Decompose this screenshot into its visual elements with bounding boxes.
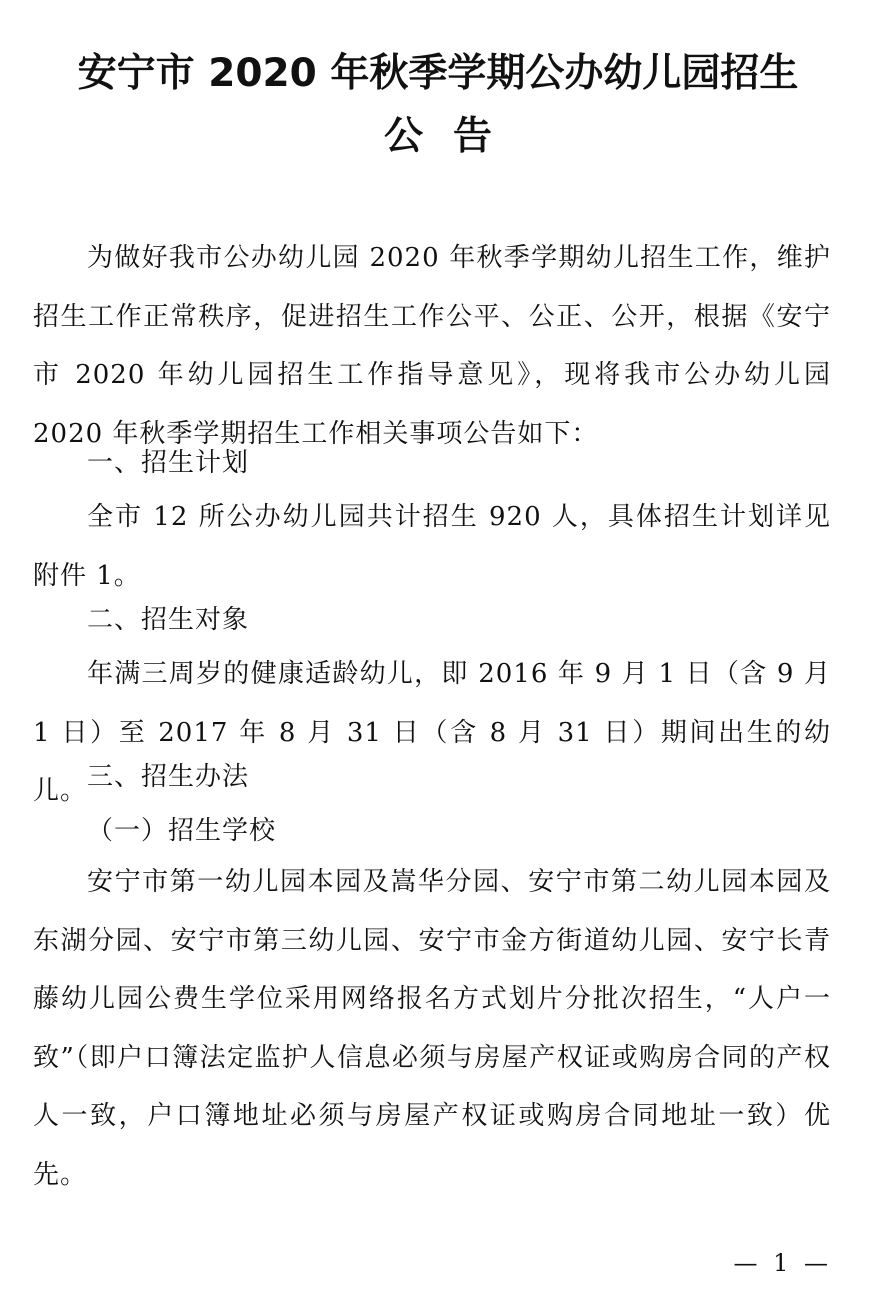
subsection-heading-enrollment-schools: （一）招生学校 xyxy=(87,816,277,846)
section-heading-enrollment-target: 二、招生对象 xyxy=(87,605,250,635)
section-heading-enrollment-plan: 一、招生计划 xyxy=(87,448,250,478)
document-title: 安宁市 2020 年秋季学期公办幼儿园招生 xyxy=(77,51,799,96)
enrollment-target-paragraph: 年满三周岁的健康适龄幼儿，即 2016 年 9 月 1 日（含 9 月 1 日）至 2017 年 8 月 31 日（含 8 月 31 日）期间出生的幼儿。 xyxy=(33,659,831,806)
document-title-announcement: 公告 xyxy=(383,114,522,159)
intro-paragraph: 为做好我市公办幼儿园 2020 年秋季学期幼儿招生工作，维护招生工作正常秩序，促进招生工作公平、公正、公开，根据《安宁市 2020 年幼儿园招生工作指导意见》，现将我市公办幼儿园 2020 年秋季学期招生工作相关事项公告如下： xyxy=(33,243,831,449)
enrollment-schools-paragraph: 安宁市第一幼儿园本园及嵩华分园、安宁市第二幼儿园本园及东湖分园、安宁市第三幼儿园、安宁市金方街道幼儿园、安宁长青藤幼儿园公费生学位采用网络报名方式划片分批次招生，“人户一致”（即户口簿法定监护人信息必须与房屋产权证或购房合同的产权人一致，户口簿地址必须与房屋产权证或购房合同地址一致）优先。 xyxy=(33,867,831,1190)
page-number: — 1 — xyxy=(733,1249,832,1277)
section-heading-enrollment-method: 三、招生办法 xyxy=(87,762,250,792)
enrollment-plan-paragraph: 全市 12 所公办幼儿园共计招生 920 人，具体招生计划详见附件 1。 xyxy=(33,502,831,591)
